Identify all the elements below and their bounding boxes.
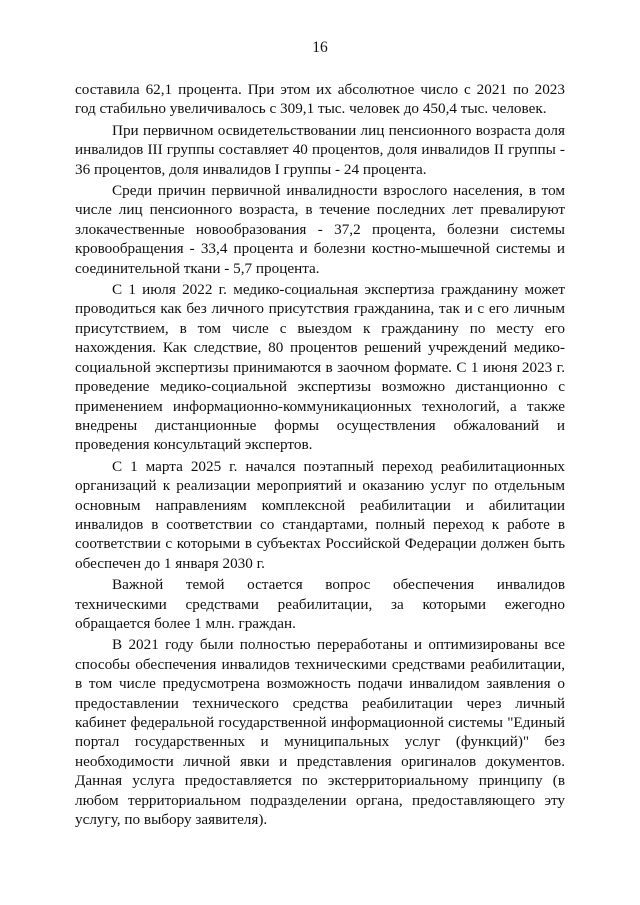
paragraph-medical-social-expertise: С 1 июля 2022 г. медико-социальная экспертиза гражданину может проводиться как без личного присутствия гражданина, так и с его личным присутствием, в том числе с выездом к гражданину по месту его нахождения. Как следствие, 80 процентов решений учреждений медико-социальной экспертизы принимаются в заочном формате. С 1 июня 2023 г. проведение медико-социальной экспертизы возможно дистанционно с применением информационно-коммуникационных технологий, а также внедрены дистанционные формы осуществления обжалований и проведения консультаций экспертов. — [75, 281, 565, 454]
paragraph-disability-groups: При первичном освидетельствовании лиц пенсионного возраста доля инвалидов III группы составляет 40 процентов, доля инвалидов II группы - 36 процентов, доля инвалидов I группы - 24 процента. — [75, 121, 565, 178]
paragraph-2021-optimization: В 2021 году были полностью переработаны и оптимизированы все способы обеспечения инвалидов техническими средствами реабилитации, в том числе предусмотрена возможность подачи инвалидом заявления о предоставлении технического средства реабилитации через личный кабинет федеральной государственной информационной системы "Единый портал государственных и муниципальных услуг (функций)" без необходимости личной явки и представления оригиналов документов. Данная услуга предоставляется по экстерриториальному принципу (в любом территориальном подразделении органа, предоставляющего эту услугу, по выбору заявителя). — [75, 636, 565, 829]
paragraph-causes-of-disability: Среди причин первичной инвалидности взрослого населения, в том числе лиц пенсионного возраста, в течение последних лет превалируют злокачественные новообразования - 37,2 процента, болезни системы кровообращения - 33,4 процента и болезни костно-мышечной системы и соединительной ткани - 5,7 процента. — [75, 182, 565, 277]
paragraph-rehabilitation-standards: С 1 марта 2025 г. начался поэтапный переход реабилитационных организаций к реализации мероприятий и оказанию услуг по отдельным основным направлениям комплексной реабилитации и абилитации инвалидов в соответствии со стандартами, полный переход к работе в соответствии с которыми в субъектах Российской Федерации должен быть обеспечен до 1 января 2030 г. — [75, 457, 565, 572]
paragraph-technical-means: Важной темой остается вопрос обеспечения инвалидов техническими средствами реабилитации, за которыми ежегодно обращается более 1 млн. граждан. — [75, 576, 565, 632]
paragraph-continuation: составила 62,1 процента. При этом их абсолютное число с 2021 по 2023 год стабильно увеличивалось с 309,1 тыс. человек до 450,4 тыс. человек. — [75, 81, 565, 118]
page-number: 16 — [312, 39, 328, 56]
document-body — [75, 80, 565, 831]
